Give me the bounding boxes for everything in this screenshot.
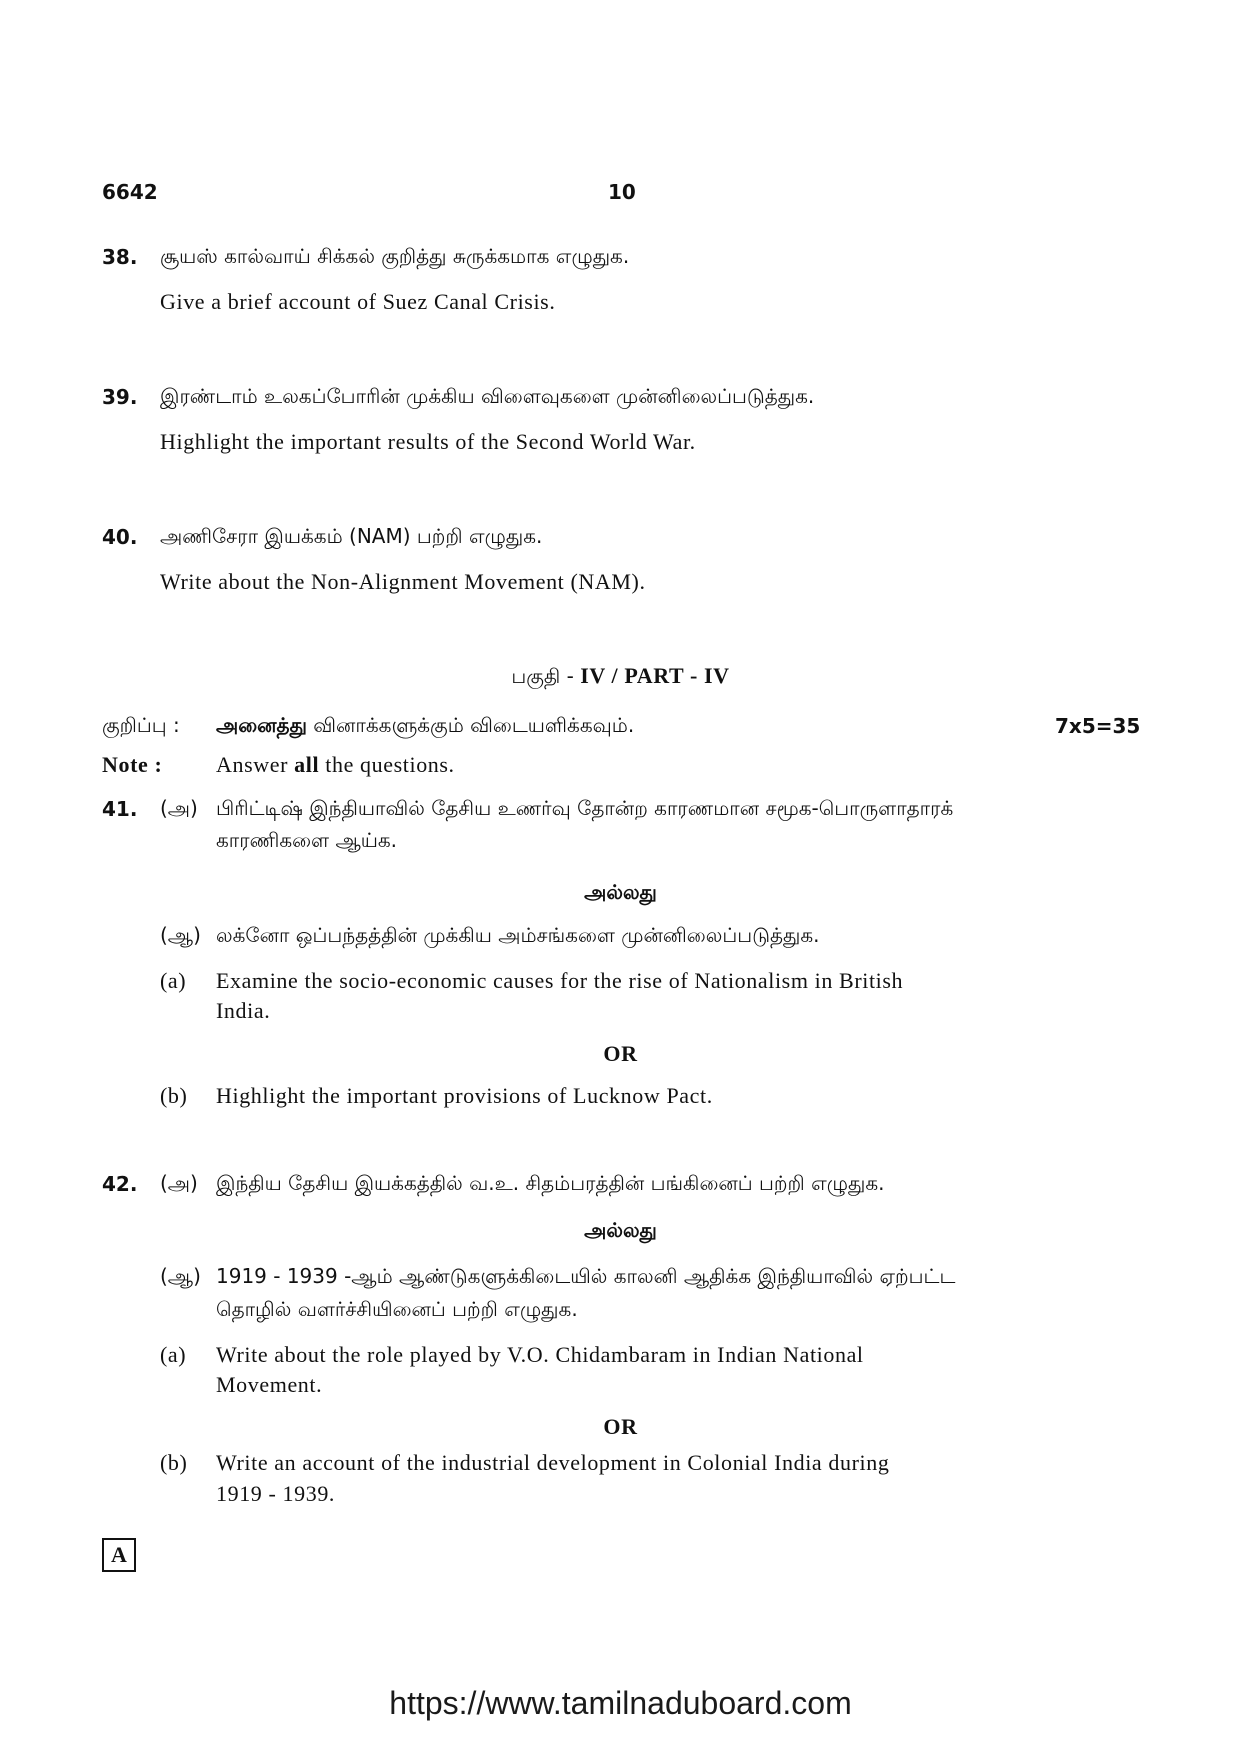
option-marker: (a)	[160, 1342, 187, 1367]
question-number: 42.	[102, 1172, 138, 1196]
part-heading-english: IV / PART - IV	[580, 663, 730, 688]
question-number: 41.	[102, 797, 138, 821]
note-label-tamil: குறிப்பு :	[102, 713, 180, 737]
option-a-english-line: India.	[216, 998, 271, 1023]
or-tamil: அல்லது	[584, 1218, 657, 1242]
question-number: 38.	[102, 245, 138, 269]
option-b-tamil-line: 1919 - 1939 -ஆம் ஆண்டுகளுக்கிடையில் காலனி ஆதிக்க இந்தியாவில் ஏற்பட்ட	[216, 1264, 956, 1288]
question-tamil: அணிசேரா இயக்கம் (NAM) பற்றி எழுதுக.	[160, 524, 543, 548]
option-b-english: Highlight the important provisions of Lucknow Pact.	[216, 1083, 713, 1108]
marks-allocation: 7x5=35	[1055, 714, 1141, 738]
note-text-part: Answer	[216, 752, 295, 777]
option-b-tamil: லக்னோ ஒப்பந்தத்தின் முக்கிய அம்சங்களை முன்னிலைப்படுத்துக.	[216, 923, 820, 947]
note-text-english	[216, 752, 455, 778]
paper-code: 6642	[102, 180, 158, 204]
note-emphasis-tamil: அனைத்து	[216, 713, 307, 737]
version-box: A	[102, 1538, 136, 1572]
option-a-tamil-line: பிரிட்டிஷ் இந்தியாவில் தேசிய உணர்வு தோன்ற காரணமான சமூக-பொருளாதாரக்	[216, 796, 954, 820]
option-marker: (a)	[160, 968, 187, 993]
option-a-english-line: Write about the role played by V.O. Chidambaram in Indian National	[216, 1342, 864, 1367]
question-tamil: இரண்டாம் உலகப்போரின் முக்கிய விளைவுகளை முன்னிலைப்படுத்துக.	[160, 384, 815, 408]
option-marker: (ஆ)	[160, 923, 201, 947]
or-english: OR	[603, 1414, 638, 1439]
option-b-english-line: 1919 - 1939.	[216, 1481, 336, 1506]
question-english: Highlight the important results of the Second World War.	[160, 429, 696, 454]
option-a-tamil: இந்திய தேசிய இயக்கத்தில் வ.உ. சிதம்பரத்தின் பங்கினைப் பற்றி எழுதுக.	[216, 1171, 885, 1195]
note-rest-tamil: வினாக்களுக்கும் விடையளிக்கவும்.	[306, 713, 635, 737]
question-number: 40.	[102, 525, 138, 549]
part-heading-tamil: பகுதி -	[511, 664, 581, 688]
or-tamil: அல்லது	[584, 880, 657, 904]
part-heading	[0, 663, 1241, 691]
option-marker: (b)	[160, 1083, 188, 1108]
question-english: Give a brief account of Suez Canal Crisis.	[160, 289, 556, 314]
note-emphasis-english: all	[294, 752, 320, 777]
option-marker: (அ)	[160, 1171, 198, 1195]
note-text-tamil	[216, 713, 634, 740]
option-a-english-line: Movement.	[216, 1372, 323, 1397]
question-number: 39.	[102, 385, 138, 409]
option-marker: (அ)	[160, 796, 198, 820]
option-b-english-line: Write an account of the industrial development in Colonial India during	[216, 1450, 890, 1475]
page-number: 10	[608, 180, 636, 204]
option-b-tamil-line: தொழில் வளர்ச்சியினைப் பற்றி எழுதுக.	[216, 1297, 578, 1321]
footer-url[interactable]: https://www.tamilnaduboard.com	[389, 1685, 852, 1721]
option-marker: (b)	[160, 1450, 188, 1475]
or-english: OR	[603, 1041, 638, 1066]
option-a-tamil-line: காரணிகளை ஆய்க.	[216, 828, 398, 852]
option-a-english-line: Examine the socio-economic causes for the rise of Nationalism in British	[216, 968, 904, 993]
question-tamil: சூயஸ் கால்வாய் சிக்கல் குறித்து சுருக்கமாக எழுதுக.	[160, 244, 630, 268]
option-marker: (ஆ)	[160, 1264, 201, 1288]
note-label-english: Note :	[102, 752, 163, 777]
question-english: Write about the Non-Alignment Movement (NAM).	[160, 569, 646, 594]
note-text-part: the questions.	[319, 752, 455, 777]
